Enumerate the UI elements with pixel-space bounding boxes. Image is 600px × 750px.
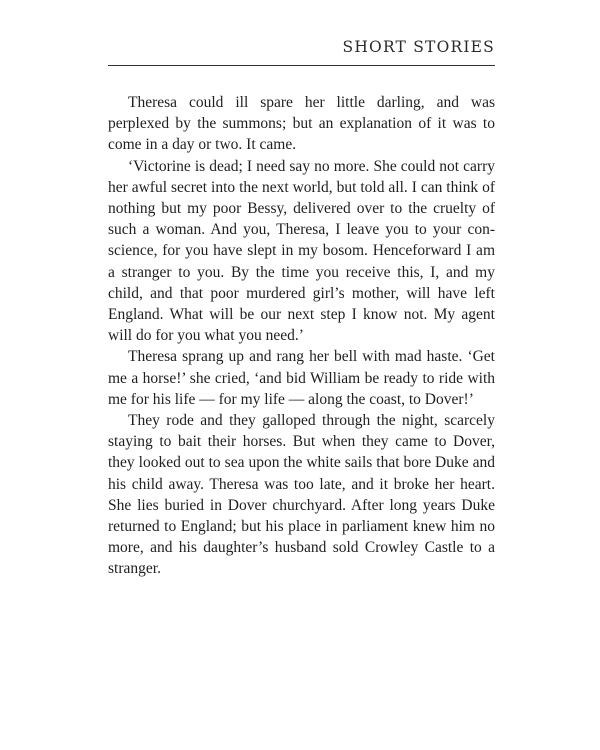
paragraph-3: Theresa sprang up and rang her bell with mad haste. ‘Get me a horse!’ she cried, ‘and bid William be ready to ride with me for his life — for my life — along the coast, to Dover!’ [108, 348, 495, 408]
paragraph-2: ‘Victorine is dead; I need say no more. She could not carry her awful secret into the next world, but told all. I can think of nothing but my poor Bessy, delivered over to the cruelty of such a woman. And you, Theresa, I leave you to your conscience, for you have slept in my bosom. Henceforward I am a stranger to you. By the time you receive this, I, and my child, and that poor murdered girl’s mother, will have left England. What will be our next step I know not. My agent will do for you what you need.’ [108, 157, 495, 345]
paragraph-1: Theresa could ill spare her little darling, and was perplexed by the summons; but an explanation of it was to come in a day or two. It came. [108, 94, 495, 154]
story-text [108, 92, 495, 580]
running-head: SHORT STORIES [342, 38, 495, 56]
header-rule [108, 65, 495, 66]
paragraph-4: They rode and they galloped through the night, scarcely staying to bait their horses. But when they came to Dover, they looked out to sea upon the white sails that bore Duke and his child away. Theresa was too late, and it broke her heart. She lies buried in Dover churchyard. After long years Duke returned to England; but his place in parliament knew him no more, and his daughter’s husband sold Crowley Castle to a stranger. [108, 412, 495, 578]
